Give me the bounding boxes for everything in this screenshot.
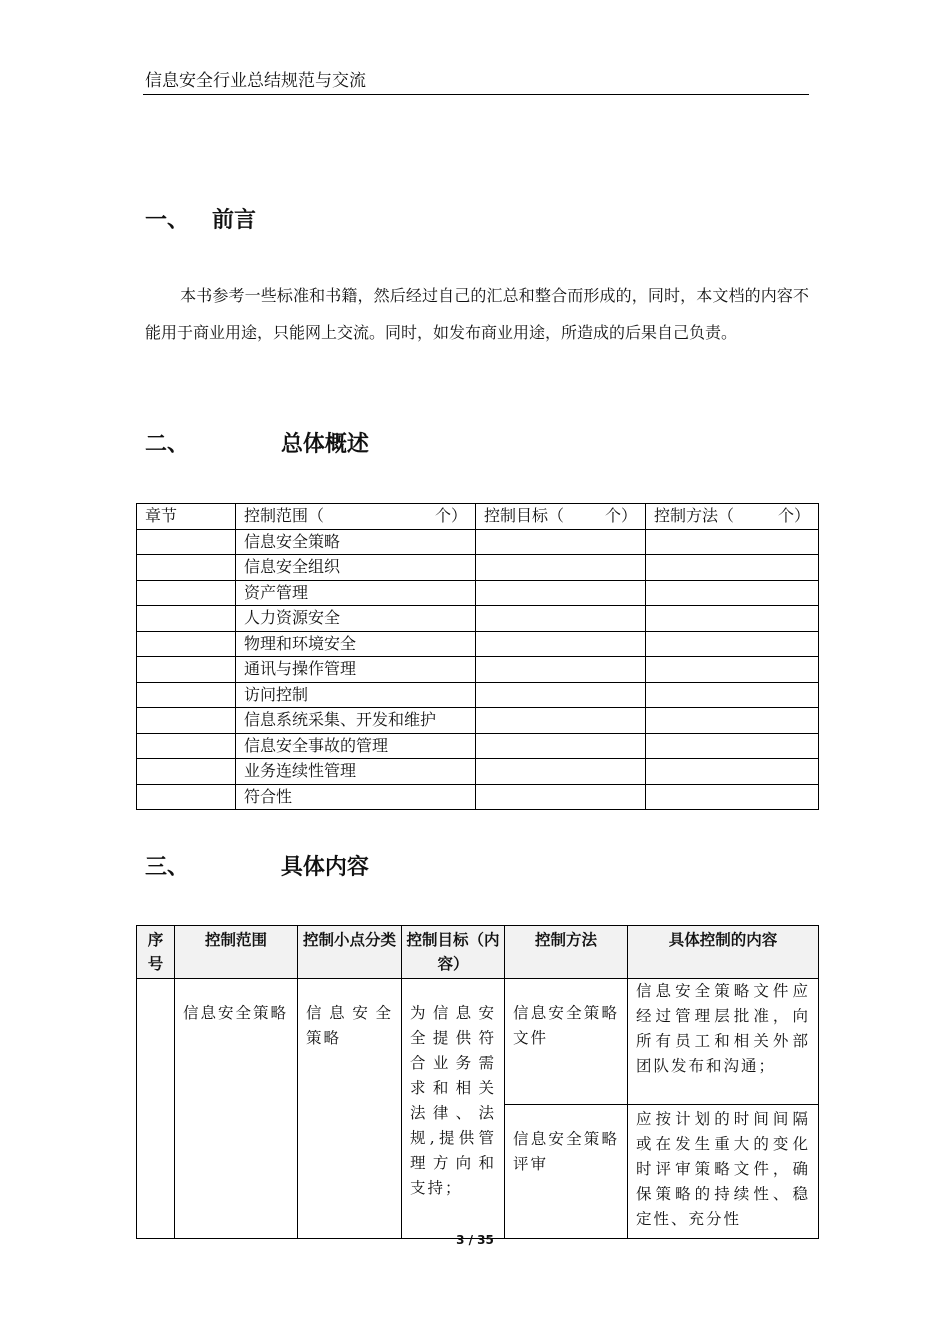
- scope-cell: 信息安全策略: [175, 979, 298, 1239]
- table-row: [137, 682, 819, 708]
- scope-cell: 信息安全事故的管理: [236, 733, 476, 759]
- header-scope: 控制范围（ 个）: [236, 504, 476, 530]
- scope-cell: 通讯与操作管理: [236, 657, 476, 683]
- detail-table-header: [137, 926, 819, 979]
- scope-cell: 信息系统采集、开发和维护: [236, 708, 476, 734]
- content-cell: 应按计划的时间间隔或在发生重大的变化时评审策略文件，确保策略的持续性、稳定性、充分性: [628, 1105, 819, 1239]
- scope-cell: 符合性: [236, 784, 476, 810]
- section3-heading: 三、 具体内容: [145, 855, 369, 880]
- header-objective: 控制目标（ 个）: [476, 504, 646, 530]
- overview-table: [136, 503, 819, 810]
- method-cell: 信息安全策略评审: [505, 1105, 628, 1239]
- page-number: 3 / 35: [456, 1233, 494, 1247]
- section2-heading: 二、 总体概述: [145, 432, 369, 457]
- section1-paragraph: [145, 278, 809, 351]
- table-row: [137, 606, 819, 632]
- header-chapter: 章节: [137, 504, 236, 530]
- scope-cell: 物理和环境安全: [236, 631, 476, 657]
- header-method: 控制方法（ 个）: [646, 504, 819, 530]
- section1-paragraph-text: 本书参考一些标准和书籍，然后经过自己的汇总和整合而形成的，同时，本文档的内容不能用于商业用途，只能网上交流。同时，如发布商业用途，所造成的后果自己负责。: [145, 286, 809, 342]
- scope-cell: 人力资源安全: [236, 606, 476, 632]
- seq-cell: [137, 979, 175, 1239]
- header-method: 控制方法: [505, 926, 628, 979]
- page-header: [143, 66, 809, 95]
- header-content: 具体控制的内容: [628, 926, 819, 979]
- content-cell: 信息安全策略文件应经过管理层批准，向所有员工和相关外部团队发布和沟通；: [628, 979, 819, 1105]
- header-seq: 序号: [137, 926, 175, 979]
- table-row: [137, 580, 819, 606]
- table-row: [137, 979, 819, 1105]
- table-row: [137, 555, 819, 581]
- objective-cell: 为信息安全提供符合业务需求和相关法律、法规,提供管理方向和支持；: [402, 979, 505, 1239]
- section1-heading: 一、 前言: [145, 208, 256, 233]
- table-row: [137, 708, 819, 734]
- detail-table: [136, 925, 819, 1239]
- scope-cell: 信息安全组织: [236, 555, 476, 581]
- header-objective: 控制目标（内容）: [402, 926, 505, 979]
- table-row: [137, 529, 819, 555]
- scope-cell: 访问控制: [236, 682, 476, 708]
- table-row: [137, 657, 819, 683]
- table-row: [137, 784, 819, 810]
- overview-table-header: [137, 504, 819, 530]
- table-row: [137, 759, 819, 785]
- table-row: [137, 733, 819, 759]
- header-scope: 控制范围: [175, 926, 298, 979]
- scope-cell: 业务连续性管理: [236, 759, 476, 785]
- table-row: [137, 631, 819, 657]
- subcategory-cell: 信息安全策略: [298, 979, 402, 1239]
- header-subcategory: 控制小点分类: [298, 926, 402, 979]
- scope-cell: 信息安全策略: [236, 529, 476, 555]
- header-title: 信息安全行业总结规范与交流: [145, 71, 366, 91]
- method-cell: 信息安全策略文件: [505, 979, 628, 1105]
- scope-cell: 资产管理: [236, 580, 476, 606]
